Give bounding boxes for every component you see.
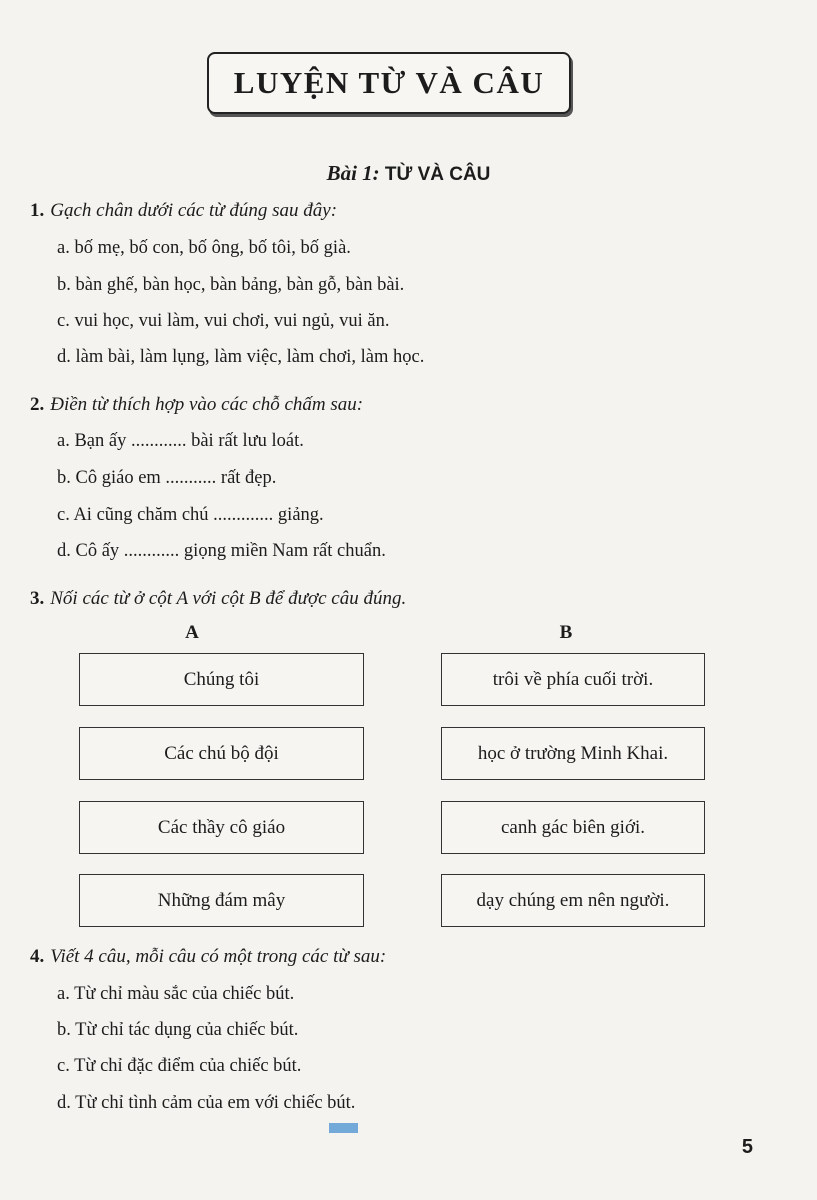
page-title-box: [207, 52, 571, 114]
lesson-name: TỪ VÀ CÂU: [384, 164, 491, 185]
question-1: [30, 200, 337, 222]
list-item: b. bàn ghế, bàn học, bàn bảng, bàn gỗ, bàn bài.: [57, 275, 405, 295]
list-item: c. Từ chỉ đặc điểm của chiếc bút.: [57, 1056, 302, 1076]
list-item: d. Từ chỉ tình cảm của em với chiếc bút.: [57, 1093, 356, 1113]
match-box-b: canh gác biên giới.: [441, 801, 705, 854]
page-number: 5: [741, 1136, 753, 1158]
list-item: d. Cô ấy ............ giọng miền Nam rất chuẩn.: [57, 541, 386, 561]
match-box-a: Các thầy cô giáo: [79, 801, 364, 854]
list-item: b. Cô giáo em ........... rất đẹp.: [57, 468, 277, 488]
list-item: c. vui học, vui làm, vui chơi, vui ngủ, vui ăn.: [57, 311, 390, 331]
question-prompt: Nối các từ ở cột A với cột B để được câu đúng.: [50, 588, 407, 609]
question-4: [30, 946, 386, 968]
column-a-label: A: [185, 622, 199, 643]
lesson-heading: [0, 161, 817, 186]
column-b-label: B: [559, 622, 573, 643]
highlight-mark: [329, 1123, 358, 1133]
question-number: 3.: [30, 588, 45, 609]
question-prompt: Gạch chân dưới các từ đúng sau đây:: [50, 200, 338, 221]
list-item: c. Ai cũng chăm chú ............. giảng.: [57, 505, 324, 525]
match-box-a: Những đám mây: [79, 874, 364, 927]
question-3: [30, 588, 406, 610]
question-prompt: Điền từ thích hợp vào các chỗ chấm sau:: [50, 394, 364, 415]
match-box-b: học ở trường Minh Khai.: [441, 727, 705, 780]
list-item: b. Từ chỉ tác dụng của chiếc bút.: [57, 1020, 299, 1040]
question-number: 2.: [30, 394, 45, 415]
list-item: d. làm bài, làm lụng, làm việc, làm chơi, làm học.: [57, 347, 425, 367]
list-item: a. bố mẹ, bố con, bố ông, bố tôi, bố già.: [57, 238, 351, 258]
lesson-number: Bài 1:: [326, 161, 380, 185]
list-item: a. Bạn ấy ............ bài rất lưu loát.: [57, 431, 304, 451]
page-title: LUYỆN TỪ VÀ CÂU: [233, 65, 545, 100]
question-prompt: Viết 4 câu, mỗi câu có một trong các từ sau:: [50, 946, 387, 967]
match-box-b: dạy chúng em nên người.: [441, 874, 705, 927]
question-number: 4.: [30, 946, 45, 967]
match-box-b: trôi về phía cuối trời.: [441, 653, 705, 706]
match-box-a: Các chú bộ đội: [79, 727, 364, 780]
match-box-a: Chúng tôi: [79, 653, 364, 706]
question-2: [30, 394, 363, 416]
list-item: a. Từ chỉ màu sắc của chiếc bút.: [57, 984, 295, 1004]
question-number: 1.: [30, 200, 45, 221]
